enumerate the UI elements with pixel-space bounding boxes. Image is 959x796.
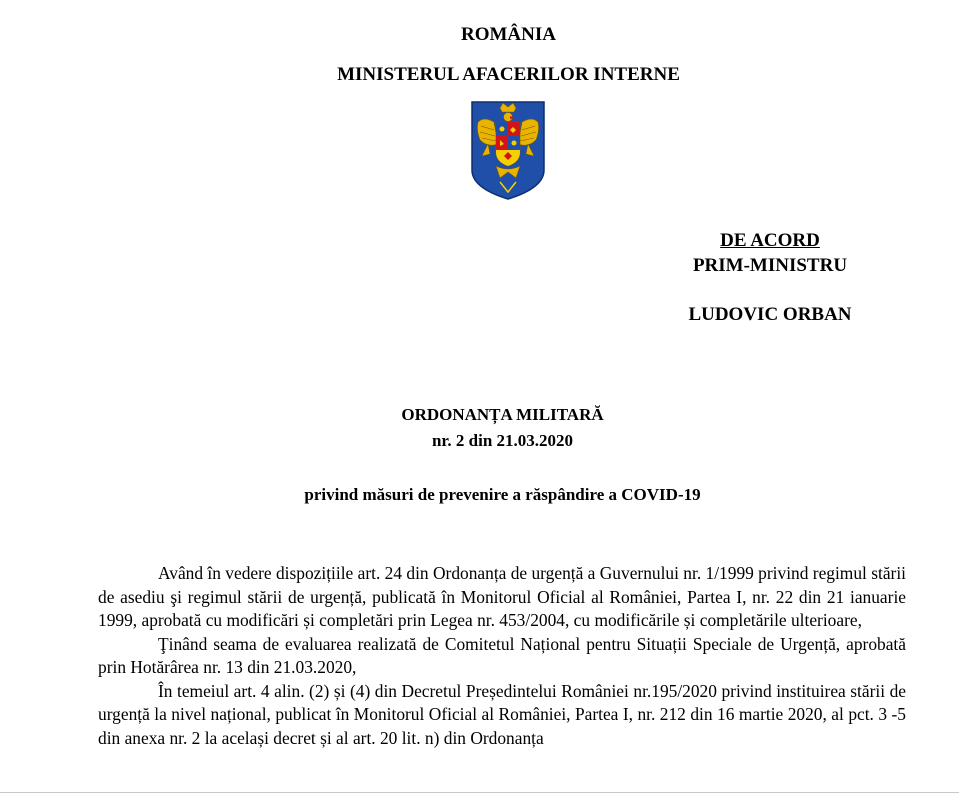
- country-heading: ROMÂNIA: [461, 24, 556, 45]
- ministry-heading: MINISTERUL AFACERILOR INTERNE: [337, 64, 680, 85]
- document-subject: privind măsuri de prevenire a răspândire a COVID-19: [304, 485, 701, 504]
- document-body: [98, 562, 906, 750]
- approval-name: LUDOVIC ORBAN: [688, 304, 852, 325]
- approval-label: DE ACORD: [720, 230, 820, 251]
- body-paragraph: Având în vedere dispozițiile art. 24 din Ordonanța de urgență a Guvernului nr. 1/1999 privind regimul stării de asediu şi regimul stării de urgență, publicată în Monitorul Oficial al României, Partea I, nr. 22 din 21 ianuarie 1999, aprobată cu modificări și completări prin Legea nr. 453/2004, cu modificările și completările ulterioare,: [98, 563, 906, 630]
- page-edge-divider: [0, 792, 959, 793]
- body-paragraph: În temeiul art. 4 alin. (2) și (4) din Decretul Președintelui României nr.195/2020 privind instituirea stării de urgență la nivel național, publicat în Monitorul Oficial al României, Partea I, nr. 212 din 16 martie 2020, al pct. 3 -5 din anexa nr. 2 la același decret și al art. 20 lit. n) din Ordonanța: [98, 680, 906, 748]
- coat-of-arms-icon: [470, 100, 546, 200]
- document-number-date: nr. 2 din 21.03.2020: [431, 431, 574, 450]
- body-paragraph: Ţinând seama de evaluarea realizată de Comitetul Național pentru Situații Speciale de Urgență, aprobată prin Hotărârea nr. 13 din 21.03.2020,: [98, 633, 906, 677]
- document-type-title: ORDONANȚA MILITARĂ: [401, 405, 604, 424]
- approval-role: PRIM-MINISTRU: [692, 255, 848, 276]
